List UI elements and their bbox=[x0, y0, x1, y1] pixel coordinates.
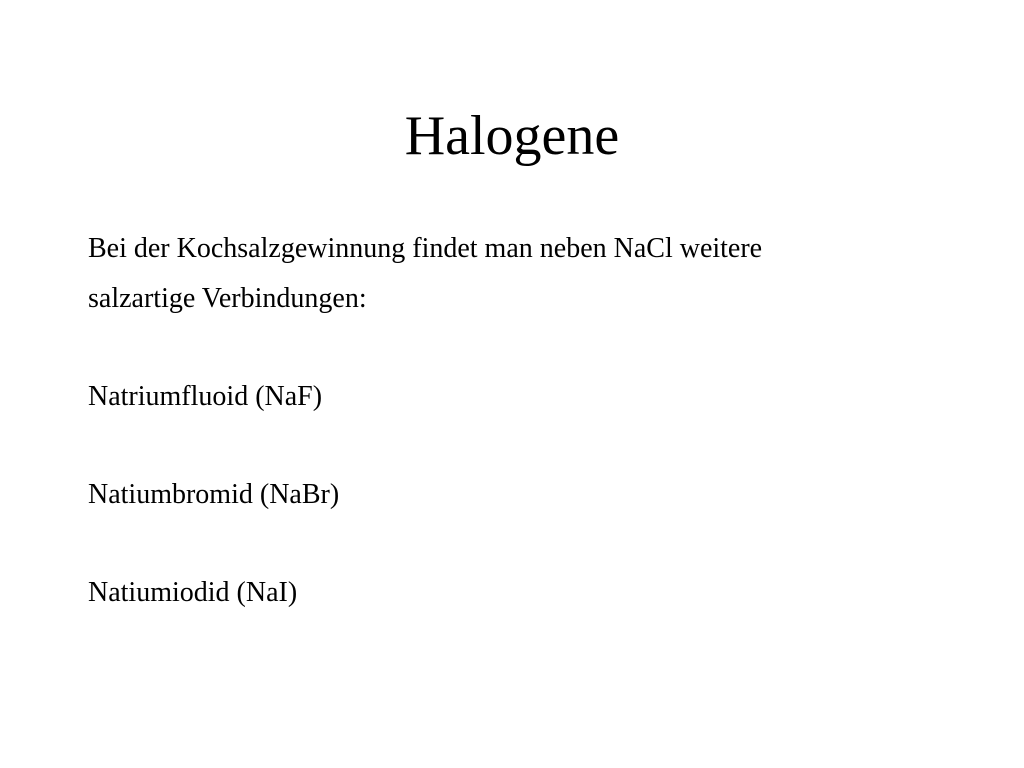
slide-title: Halogene bbox=[404, 105, 620, 167]
compound-item-nabr: Natiumbromid (NaBr) bbox=[88, 479, 340, 510]
intro-line-2: salzartige Verbindungen: bbox=[88, 283, 367, 314]
compound-item-naf: Natriumfluoid (NaF) bbox=[88, 381, 323, 412]
intro-paragraph bbox=[88, 232, 968, 332]
compound-item-nai: Natiumiodid (NaI) bbox=[88, 577, 298, 608]
intro-line-1: Bei der Kochsalzgewinnung findet man neben NaCl weitere bbox=[88, 233, 763, 264]
